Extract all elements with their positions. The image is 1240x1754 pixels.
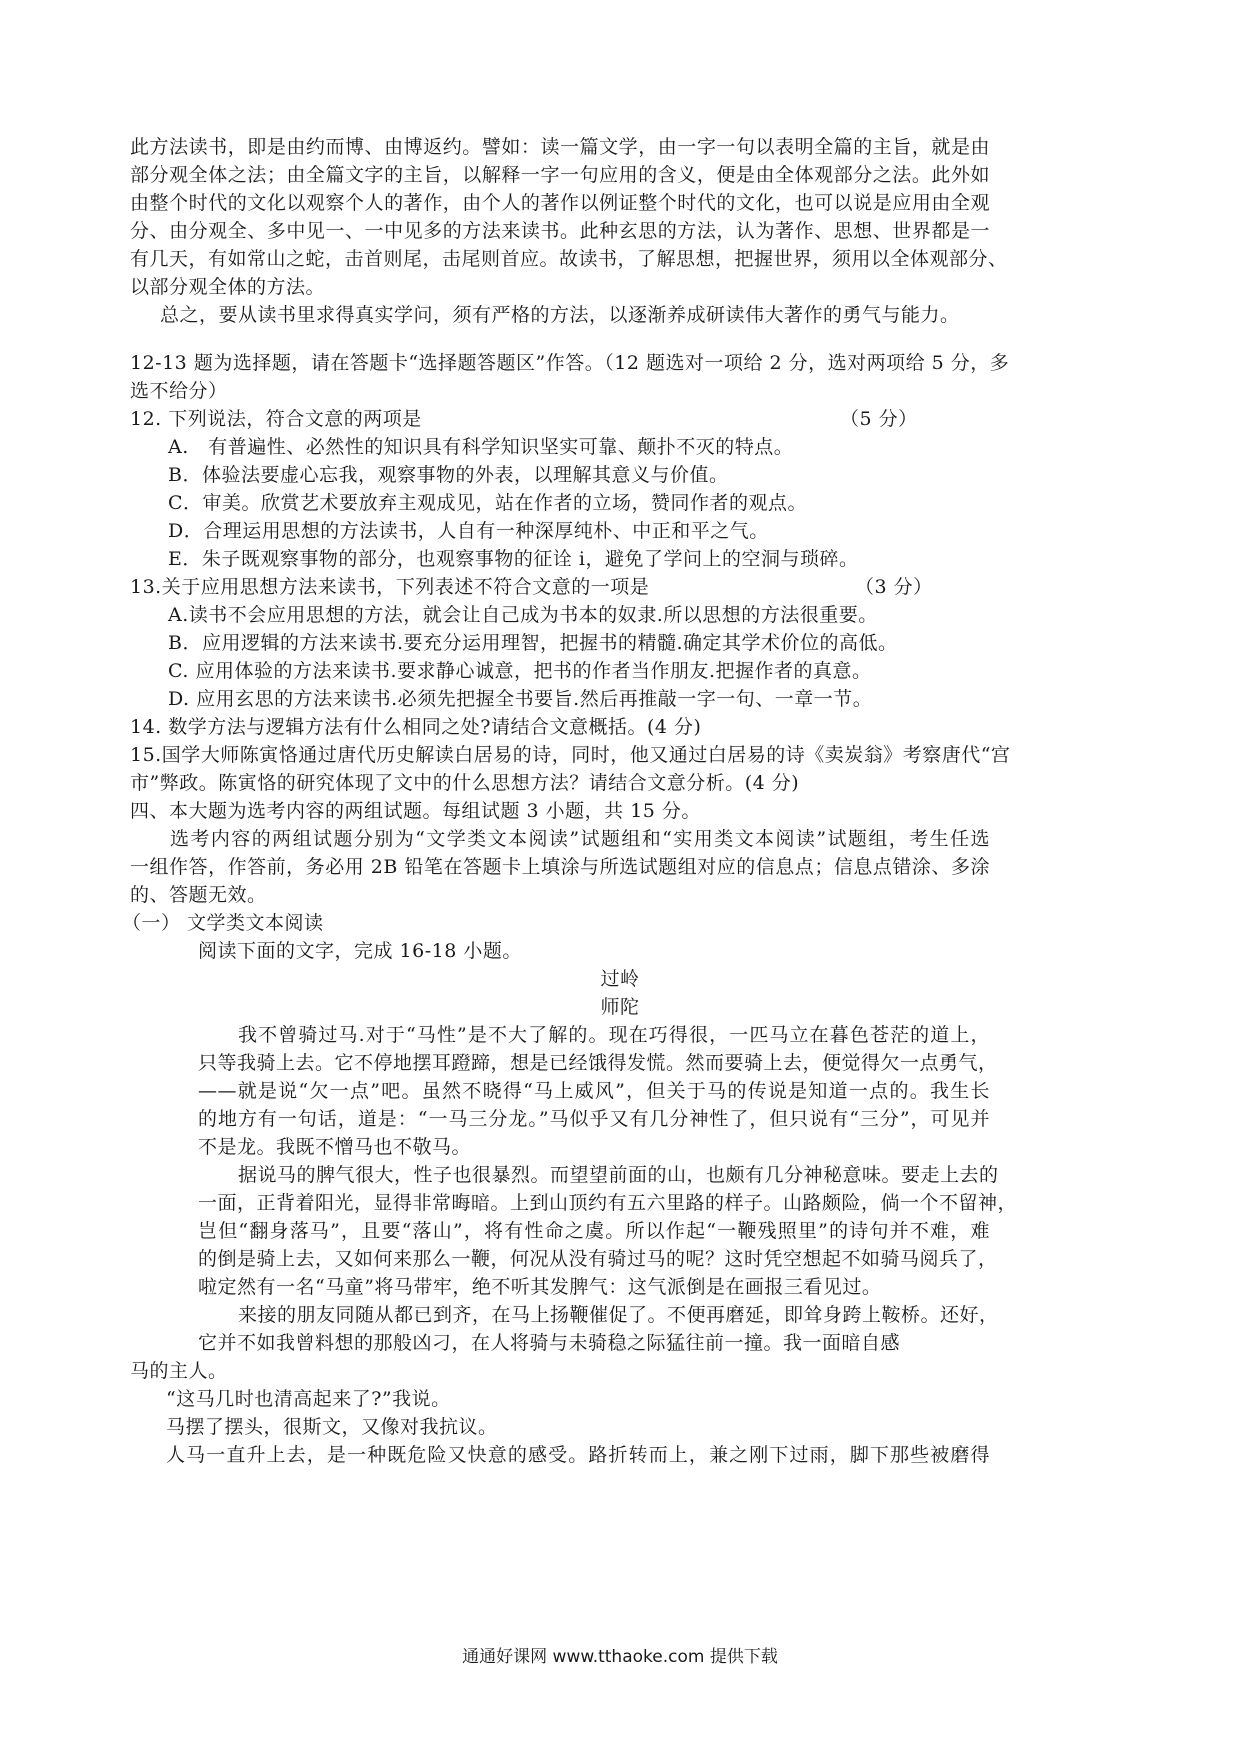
q13-option-b: B．应用逻辑的方法来读书.要充分运用理智，把握书的精髓.确定其学术价位的高低。	[168, 632, 898, 654]
article-paragraph-line: 只等我骑上去。它不停地摆耳蹬蹄，想是已经饿得发慌。然而要骑上去，便觉得欠一点勇气，	[198, 1052, 998, 1074]
q12-option-a: A. 有普遍性、必然性的知识具有科学知识坚实可靠、颠扑不灭的特点。	[168, 436, 794, 458]
q14: 14. 数学方法与逻辑方法有什么相同之处?请结合文意概括。(4 分)	[130, 716, 702, 738]
literary-instruction: 阅读下面的文字，完成 16-18 小题。	[198, 940, 522, 962]
passage-line: 有几天，有如常山之蛇，击首则尾，击尾则首应。故读书，了解思想，把握世界，须用以全体观部分、	[130, 248, 1008, 270]
q13-score: （3 分）	[855, 576, 933, 598]
literary-heading: （一） 文学类文本阅读	[122, 912, 324, 934]
q12-option-e: E．朱子既观察事物的部分，也观察事物的征诠 i，避免了学问上的空洞与琐碎。	[168, 548, 859, 570]
section4-line: 一组作答，作答前，务必用 2B 铅笔在答题卡上填涂与所选试题组对应的信息点；信息点错涂、多涂	[130, 856, 990, 878]
article-paragraph-line: 据说马的脾气很大，性子也很暴烈。而望望前面的山，也颇有几分神秘意味。要走上去的	[238, 1164, 999, 1186]
section4-line: 选考内容的两组试题分别为“文学类文本阅读”试题组和“实用类文本阅读”试题组，考生任选	[170, 828, 990, 850]
q12-stem: 12. 下列说法，符合文意的两项是	[130, 408, 422, 430]
q15-line: 15.国学大师陈寅恪通过唐代历史解读白居易的诗，同时，他又通过白居易的诗《卖炭翁》考察唐代“宫	[130, 744, 1011, 766]
q13-option-c: C. 应用体验的方法来读书.要求静心诚意，把书的作者当作朋友.把握作者的真意。	[168, 660, 872, 682]
q12-option-d: D．合理运用思想的方法读书，人自有一种深厚纯朴、中正和平之气。	[168, 520, 769, 542]
article-paragraph-line: 不是龙。我既不憎马也不敬马。	[198, 1136, 472, 1158]
article-paragraph-line: 马摆了摆头，很斯文，又像对我抗议。	[166, 1416, 498, 1438]
section4-line: 的、答题无效。	[130, 884, 267, 906]
q13-stem: 13.关于应用思想方法来读书，下列表述不符合文意的一项是	[130, 576, 650, 598]
article-dialogue: “这马几时也清高起来了?”我说。	[166, 1388, 451, 1410]
q12-option-b: B．体验法要虚心忘我，观察事物的外表，以理解其意义与价值。	[168, 464, 729, 486]
article-paragraph-line: 它并不如我曾料想的那般凶刁，在人将骑与未骑稳之际猛往前一撞。我一面暗自感	[198, 1332, 901, 1354]
q13-option-a: A.读书不会应用思想的方法，就会让自己成为书本的奴隶.所以思想的方法很重要。	[168, 604, 878, 626]
article-paragraph-line: 的地方有一句话，道是：“一马三分龙。”马似乎又有几分神性了，但只说有“三分”，可见并	[198, 1108, 990, 1130]
passage-line: 由整个时代的文化以观察个人的著作，由个人的著作以例证整个时代的文化，也可以说是应用由全观	[130, 192, 990, 214]
choice-instructions-cont: 选不给分）	[130, 380, 228, 402]
q15-line: 市”弊政。陈寅恪的研究体现了文中的什么思想方法？请结合文意分析。(4 分)	[130, 772, 800, 794]
article-paragraph-line: 的倒是骑上去，又如何来那么一鞭，何况从没有骑过马的呢？这时凭空想起不如骑马阅兵了，	[198, 1248, 998, 1270]
article-paragraph-line: 马的主人。	[130, 1360, 228, 1382]
page-footer: 通通好课网 www.tthaoke.com 提供下载	[462, 1647, 778, 1667]
section4-heading: 四、本大题为选考内容的两组试题。每组试题 3 小题，共 15 分。	[130, 800, 701, 822]
article-paragraph-line: 啦定然有一名“马童”将马带牢，绝不听其发脾气：这气派倒是在画报三看见过。	[198, 1276, 882, 1298]
choice-instructions: 12-13 题为选择题，请在答题卡“选择题答题区”作答。（12 题选对一项给 2 分，选对两项给 5 分，多	[130, 352, 1010, 374]
article-paragraph-line: ——就是说“欠一点”吧。虽然不晓得“马上威风”，但关于马的传说是知道一点的。我生长	[198, 1080, 990, 1102]
article-paragraph-line: 一面，正背着阳光，显得非常晦暗。上到山顶约有五六里路的样子。山路颇险，倘一个不留神，	[198, 1192, 1018, 1214]
article-paragraph-line: 我不曾骑过马.对于“马性”是不大了解的。现在巧得很，一匹马立在暮色苍茫的道上，	[238, 1024, 990, 1046]
passage-conclusion: 总之，要从读书里求得真实学问，须有严格的方法，以逐渐养成研读伟大著作的勇气与能力。	[160, 304, 960, 326]
passage-line: 此方法读书，即是由约而博、由博返约。譬如：读一篇文学，由一字一句以表明全篇的主旨，就是由	[130, 136, 990, 158]
article-title: 过岭	[600, 968, 640, 990]
q13-option-d: D. 应用玄思的方法来读书.必须先把握全书要旨.然后再推敲一字一句、一章一节。	[168, 688, 873, 710]
q12-option-c: C．审美。欣赏艺术要放弃主观成见，站在作者的立场，赞同作者的观点。	[168, 492, 808, 514]
article-paragraph-line: 来接的朋友同随从都已到齐，在马上扬鞭催促了。不便再磨延，即耸身跨上鞍桥。还好，	[238, 1304, 999, 1326]
passage-line: 部分观全体之法；由全篇文字的主旨，以解释一字一句应用的含义，便是由全体观部分之法。此外如	[130, 164, 990, 186]
article-paragraph-line: 岂但“翻身落马”，且要“落山”，将有性命之虞。所以作起“一鞭残照里”的诗句并不难，难	[198, 1220, 990, 1242]
article-author: 师陀	[600, 996, 640, 1018]
passage-line: 以部分观全体的方法。	[130, 276, 326, 298]
article-paragraph-line: 人马一直升上去，是一种既危险又快意的感受。路折转而上，兼之刚下过雨，脚下那些被磨得	[166, 1444, 990, 1466]
q12-score: （5 分）	[840, 408, 918, 430]
passage-line: 分、由分观全、多中见一、一中见多的方法来读书。此种玄思的方法，认为著作、思想、世界都是一	[130, 220, 990, 242]
